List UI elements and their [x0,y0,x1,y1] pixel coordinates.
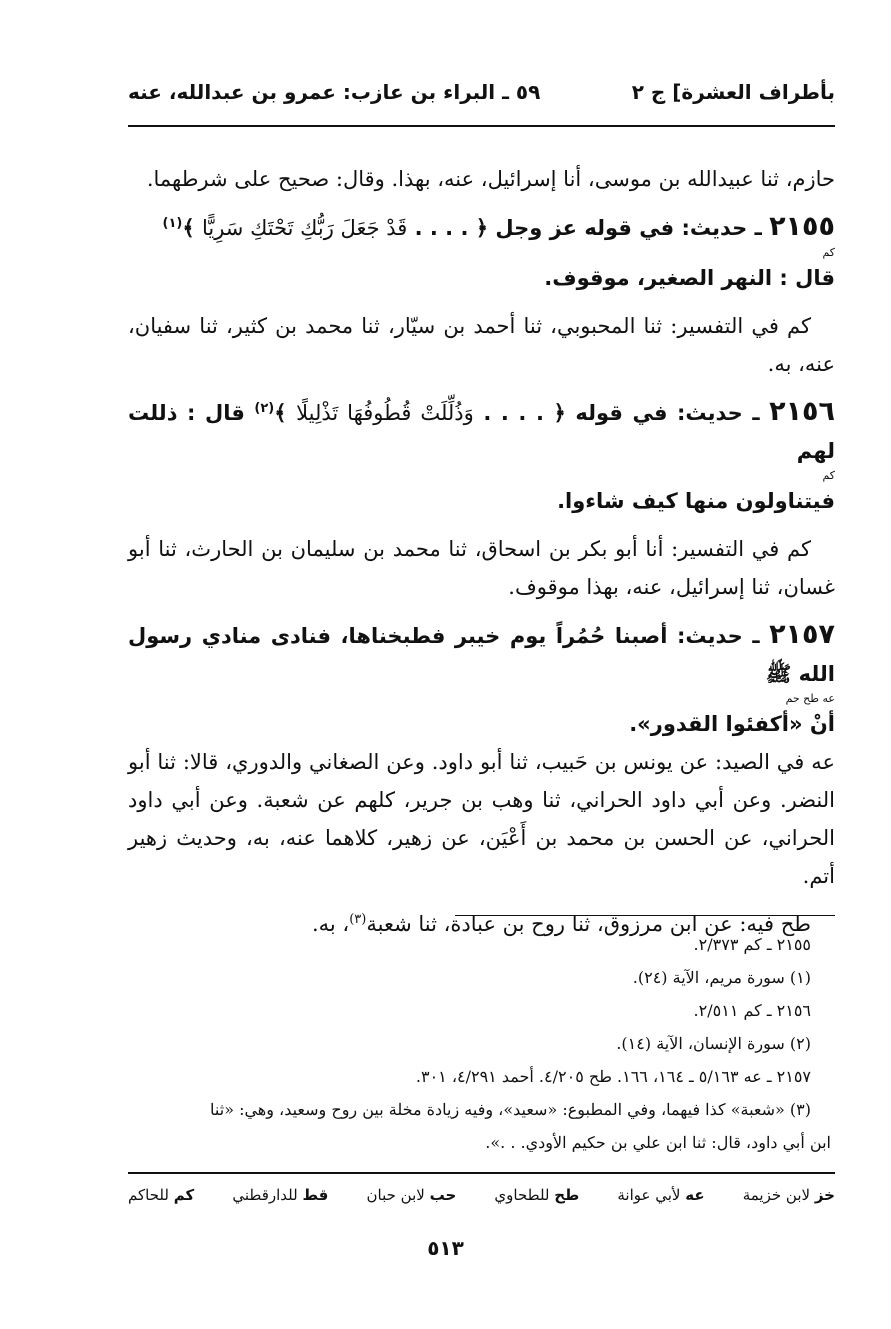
source-siglum: عه طح حم [785,692,835,705]
hadith-lead: ـ حديث: في قوله عز وجل ﴿ . . . . [414,216,762,240]
legend-rule [128,1172,835,1174]
legend-item [494,1186,579,1204]
quran-verse: قَدْ جَعَلَ رَبُّكِ تَحْتَكِ سَرِيًّا [201,216,408,240]
isnad-text: طح فيه: عن ابن مرزوق، ثنا روح بن عبادة، ثنا شعبة [366,912,811,936]
hadith-text: فيتناولون منها كيف شاءوا. [557,489,835,513]
hadith-2156 [128,393,835,520]
hadith-number: ٢١٥٥ [769,211,835,242]
page-number: ٥١٣ [427,1236,464,1260]
hadith-number: ٢١٥٧ [769,619,835,650]
running-header [128,80,835,104]
main-text [128,160,835,943]
legend-item [367,1186,457,1204]
footnotes [128,928,831,1159]
sigla-legend [128,1186,835,1204]
isnad-paragraph: كم في التفسير: أنا أبو بكر بن اسحاق، ثنا محمد بن سليمان بن الحارث، ثنا أبو غسان، ثنا إسرائيل، عنه، بهذا موقوف. [128,537,835,599]
footnote-item: (٣) «شعبة» كذا فيهما، وفي المطبوع: «سعيد»، وفيه زيادة مخلة بين روح وسعيد، وهي: «ثنا [210,1100,811,1119]
quran-bracket-close: ﴾ [274,401,287,425]
legend-code: طح [554,1186,580,1204]
hadith-lead: ـ حديث: في قوله ﴿ . . . . [483,401,760,425]
legend-code: خز [814,1186,835,1204]
legend-label: للحاكم [128,1186,169,1204]
source-siglum: كم [822,469,835,482]
footnote-item: (١) سورة مريم، الآية (٢٤). [632,968,811,987]
quran-bracket-close: ﴾ [182,216,195,240]
legend-label: للدارقطني [232,1186,298,1204]
paragraph-continuation: حازم، ثنا عبيدالله بن موسى، أنا إسرائيل، عنه، بهذا. وقال: صحيح على شرطهما. [146,167,835,191]
footnote-item: ٢١٥٦ ـ كم ٢/٥١١. [693,1001,811,1020]
footnote-item: ٢١٥٧ ـ عه ٥/١٦٣ ـ ١٦٤، ١٦٦. طح ٤/٢٠٥. أحمد ٤/٢٩١، ٣٠١. [415,1067,811,1086]
legend-item [232,1186,328,1204]
legend-label: لابن حبان [366,1186,425,1204]
hadith-number: ٢١٥٦ [769,396,836,427]
hadith-tail: قال : ذللت لهم [128,401,835,463]
footnote-item-continued: ابن أبي داود، قال: ثنا ابن علي بن حكيم الأودي. . .». [485,1133,831,1152]
legend-label: للطحاوي [494,1186,550,1204]
footnote-marker: (٣) [349,912,367,927]
isnad-paragraph: عه في الصيد: عن يونس بن حَبيب، ثنا أبو داود. وعن الصغاني والدوري، قالا: ثنا أبو النضر. وعن أبي داود الحراني، ثنا وهب بن جرير، كلهم عن شعبة. وعن أبي داود الحراني، عن الحسن بن محمد بن أَعْيَن، عن زهير، كلاهما عنه، به، وحديث زهير أتم. [128,750,835,888]
header-rule [128,125,835,127]
quran-verse: وَذُلِّلَتْ قُطُوفُهَا تَذْلِيلًا [296,401,474,425]
header-book-title: بأطراف العشرة] ج ٢ [631,80,835,104]
legend-item [617,1186,704,1204]
legend-label: لابن خزيمة [742,1186,811,1204]
hadith-2155 [128,208,835,297]
footnote-item: (٢) سورة الإنسان، الآية (١٤). [616,1034,811,1053]
legend-item [128,1186,194,1204]
legend-code: قط [302,1186,329,1204]
footnote-item: ٢١٥٥ ـ كم ٢/٣٧٣. [693,935,811,954]
hadith-text: قال : النهر الصغير، موقوف. [544,266,835,290]
legend-item [743,1186,835,1204]
source-siglum: كم [822,246,835,259]
legend-code: كم [173,1186,195,1204]
hadith-text: أنْ «أكفئوا القدور». [629,712,835,736]
hadith-lead: ـ حديث: أصبنا حُمُراً يوم خيبر فطبخناها، فنادى منادي رسول الله ﷺ [128,624,835,686]
footnote-marker: (٢) [254,401,275,416]
isnad-paragraph: كم في التفسير: ثنا المحبوبي، ثنا أحمد بن سيّار، ثنا محمد بن كثير، ثنا سفيان، عنه، به. [128,314,835,376]
legend-code: عه [685,1186,705,1204]
hadith-2157 [128,616,835,743]
header-chapter-title: ٥٩ ـ البراء بن عازب: عمرو بن عبدالله، عنه [128,80,541,104]
footnote-marker: (١) [162,216,183,231]
isnad-end: ، به. [311,912,350,936]
footnote-rule [455,915,835,916]
legend-label: لأبي عوانة [617,1186,681,1204]
legend-code: حب [429,1186,457,1204]
